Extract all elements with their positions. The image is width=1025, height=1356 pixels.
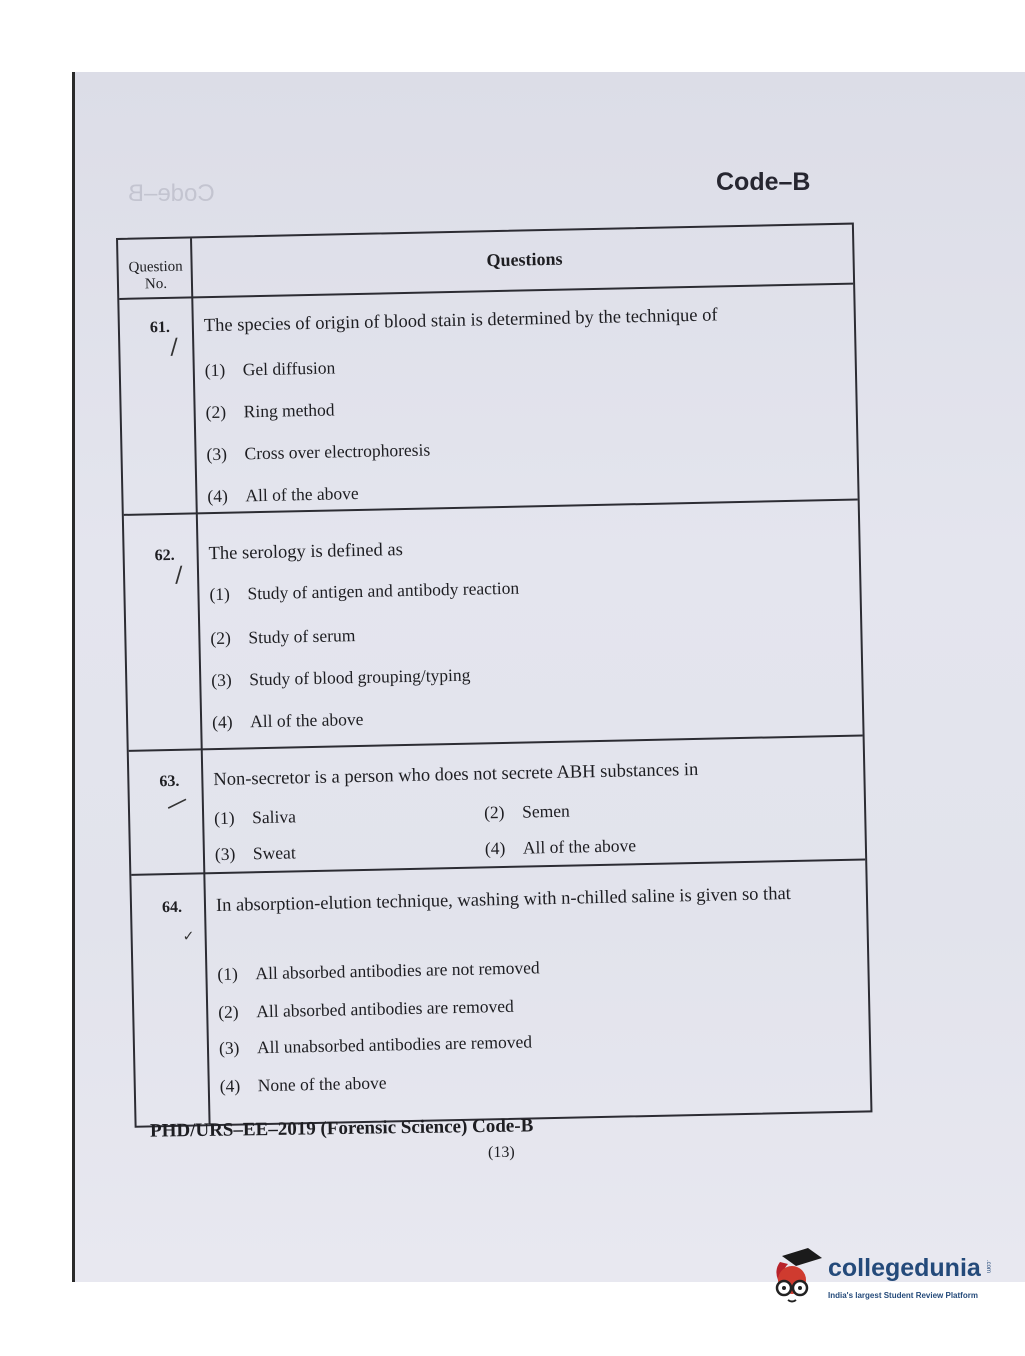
check-mark: / (170, 334, 178, 360)
option-text: All absorbed antibodies are removed (256, 995, 514, 1022)
question-number: 62. (154, 546, 175, 565)
question-text: The serology is defined as (208, 540, 404, 565)
option (212, 709, 364, 733)
question-text: In absorption-elution technique, washing with n-chilled saline is given so that (215, 884, 792, 917)
option (214, 806, 296, 829)
option-text: Ring method (243, 399, 335, 422)
bleed-through-code: Code–B (128, 180, 215, 207)
option-number: (1) (209, 583, 231, 605)
option-number: (3) (218, 1037, 240, 1059)
table-border (116, 223, 872, 1128)
option-text: All of the above (249, 708, 364, 732)
option-number: (3) (206, 443, 228, 465)
option (219, 1031, 532, 1059)
option-text: Study of antigen and antibody reaction (247, 577, 520, 604)
option-text: Gel diffusion (242, 357, 336, 380)
collegedunia-logo (768, 1246, 998, 1312)
option-number: (3) (211, 669, 232, 691)
option-text: All unabsorbed antibodies are removed (256, 1031, 533, 1058)
page-edge (72, 72, 75, 1282)
option-number: (2) (205, 401, 227, 423)
option-text: All of the above (522, 835, 637, 858)
option-number: (2) (218, 1001, 239, 1023)
option-number: (2) (483, 801, 505, 823)
check-mark: / (174, 562, 183, 588)
header-question-no: Question No. (128, 258, 183, 293)
option (206, 439, 430, 465)
question-text: The species of origin of blood stain is determined by the technique of (203, 305, 718, 337)
check-mark: — (161, 787, 193, 820)
header-divider (119, 283, 853, 300)
page-number: (13) (488, 1144, 515, 1161)
paper-code: Code–B (716, 168, 811, 196)
option (210, 625, 355, 649)
brand-name: collegedunia (828, 1254, 981, 1282)
brand-suffix: .com (985, 1260, 991, 1274)
option (205, 399, 334, 423)
option-text: Cross over electrophoresis (244, 439, 431, 464)
option (220, 1073, 387, 1097)
option-text: Semen (521, 800, 570, 822)
mascot-icon (768, 1246, 824, 1306)
question-number: 61. (149, 318, 171, 337)
option-text: All of the above (245, 482, 359, 506)
option-text: None of the above (257, 1072, 387, 1096)
check-mark: ✓ (182, 928, 195, 945)
question-text: Non-secretor is a person who does not secrete ABH substances in (213, 759, 699, 791)
question-number: 64. (161, 898, 183, 917)
option-number: (1) (217, 963, 239, 985)
option-number: (4) (211, 711, 233, 733)
option (485, 835, 637, 859)
brand-tagline: India's largest Student Review Platform (828, 1291, 978, 1300)
row-divider (129, 734, 863, 751)
option-number: (4) (219, 1075, 241, 1097)
option (217, 957, 540, 985)
option-number: (4) (207, 485, 229, 507)
question-number: 63. (159, 772, 180, 791)
option-number: (4) (484, 837, 506, 859)
option-text: Study of blood grouping/typing (249, 664, 471, 690)
option (484, 801, 570, 824)
header-questions: Questions (486, 248, 563, 271)
exam-footer: PHD/URS–EE–2019 (Forensic Science) Code-B (149, 1115, 534, 1142)
option (209, 578, 519, 605)
option (215, 842, 296, 865)
option-number: (3) (214, 843, 236, 865)
option (211, 665, 471, 691)
option-text: All absorbed antibodies are not removed (255, 957, 540, 984)
option (218, 996, 514, 1023)
option-number: (1) (213, 807, 235, 829)
option-number: (1) (204, 359, 226, 381)
option-text: Study of serum (248, 625, 356, 648)
question-table (116, 223, 875, 1131)
option-text: Saliva (251, 806, 297, 828)
option (207, 483, 359, 507)
option-text: Sweat (252, 842, 296, 864)
option-number: (2) (210, 627, 232, 649)
option (205, 357, 336, 381)
